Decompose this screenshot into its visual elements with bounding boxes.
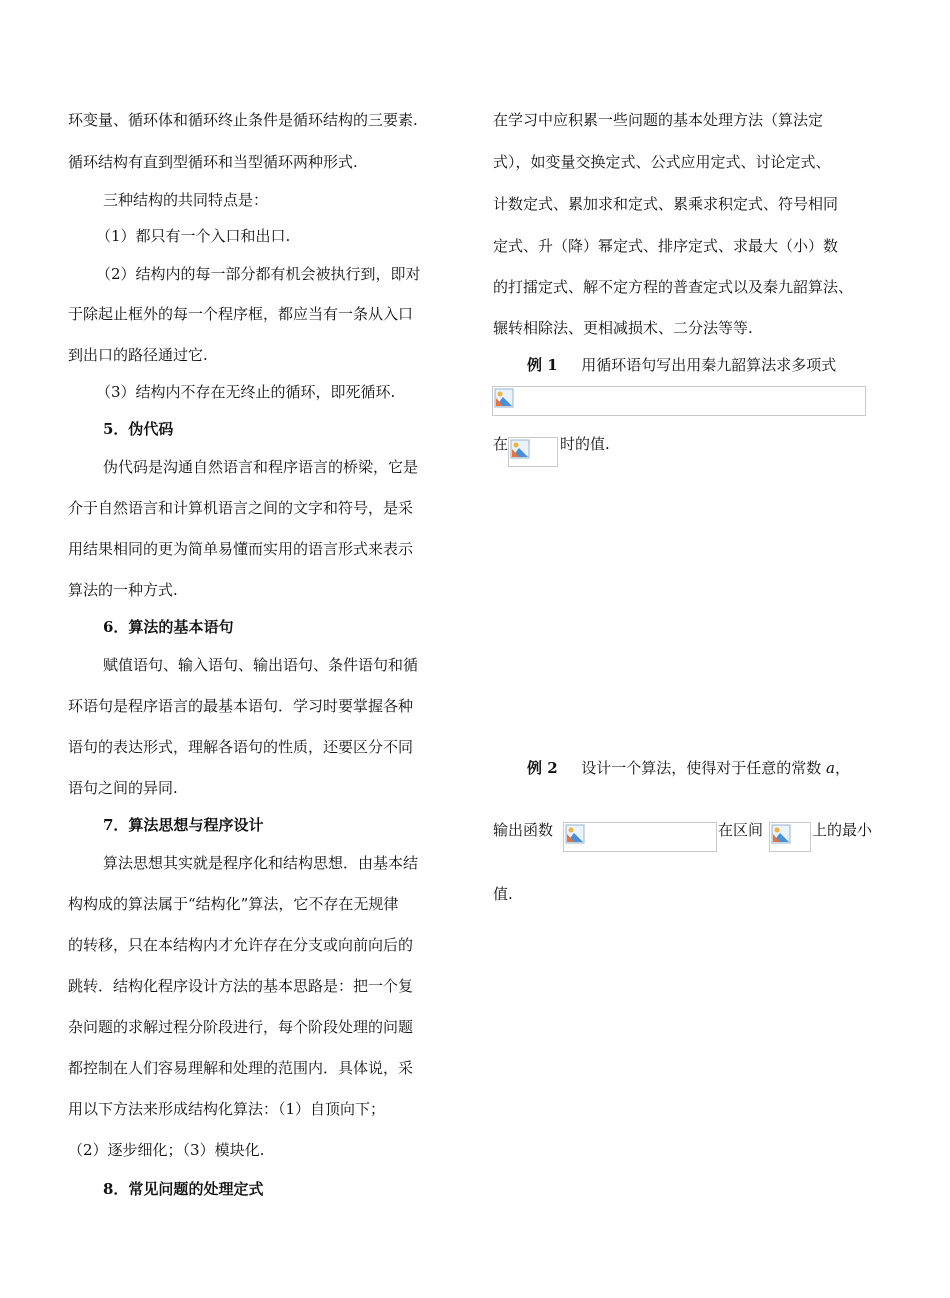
example-2-line2-mid: 在区间: [718, 821, 764, 839]
formula-image-function: [563, 822, 717, 852]
text-line: 的转移，只在本结构内才允许存在分支或向前向后的: [68, 936, 414, 954]
broken-image-icon: [565, 824, 585, 844]
text-line: 伪代码是沟通自然语言和程序语言的桥梁，它是: [103, 458, 419, 476]
text-line: 定式、升（降）幂定式、排序定式、求最大（小）数: [493, 237, 839, 255]
text-line: （2）逐步细化；（3）模块化.: [68, 1141, 265, 1159]
text-line: 构构成的算法属于“结构化”算法，它不存在无规律: [68, 895, 399, 913]
punctuation: ，: [834, 759, 850, 777]
text-line: 介于自然语言和计算机语言之间的文字和符号，是采: [68, 499, 414, 517]
example-label: 例 2: [527, 759, 558, 777]
example-1: [527, 355, 836, 375]
text-line: 环变量、循环体和循环终止条件是循环结构的三要素.: [68, 111, 418, 129]
example-1-line2-end: 时的值.: [560, 435, 610, 453]
formula-image-polynomial: [492, 386, 866, 416]
text-line: 算法的一种方式.: [68, 581, 178, 599]
example-text: 用循环语句写出用秦九韶算法求多项式: [581, 356, 837, 374]
text-line: 辗转相除法、更相减损术、二分法等等.: [493, 319, 753, 337]
example-label: 例 1: [527, 356, 558, 374]
text-line: 杂问题的求解过程分阶段进行，每个阶段处理的问题: [68, 1018, 414, 1036]
text-line: 语句的表达形式，理解各语句的性质，还要区分不同: [68, 738, 414, 756]
section-heading: 8．常见问题的处理定式: [103, 1180, 264, 1198]
text-line: （3）结构内不存在无终止的循环，即死循环.: [96, 383, 396, 401]
text-line: 语句之间的异同.: [68, 779, 178, 797]
broken-image-icon: [771, 824, 791, 844]
section-heading: 7．算法思想与程序设计: [103, 816, 264, 834]
text-line: （2）结构内的每一部分都有机会被执行到，即对: [96, 265, 421, 283]
text-line: 用结果相同的更为简单易懂而实用的语言形式来表示: [68, 540, 414, 558]
text-line: 到出口的路径通过它.: [68, 346, 208, 364]
text-line: 算法思想其实就是程序化和结构思想．由基本结: [103, 854, 419, 872]
example-2: [527, 758, 850, 778]
text-line: 都控制在人们容易理解和处理的范围内．具体说，采: [68, 1059, 414, 1077]
section-heading: 5．伪代码: [103, 420, 174, 438]
text-line: 计数定式、累加求和定式、累乘求积定式、符号相同: [493, 195, 839, 213]
example-2-line2-start: 输出函数: [493, 821, 554, 839]
text-line: 在学习中应积累一些问题的基本处理方法（算法定: [493, 111, 824, 129]
example-1-line2: 在: [493, 435, 509, 453]
text-line: 环语句是程序语言的最基本语句．学习时要掌握各种: [68, 697, 414, 715]
text-line: （1）都只有一个入口和出口.: [96, 227, 291, 245]
broken-image-icon: [494, 388, 514, 408]
variable-a: a: [826, 759, 835, 777]
text-line: 式），如变量交换定式、公式应用定式、讨论定式、: [493, 153, 831, 171]
section-heading: 6．算法的基本语句: [103, 618, 234, 636]
text-line: 三种结构的共同特点是：: [103, 191, 269, 209]
text-line: 跳转．结构化程序设计方法的基本思路是：把一个复: [68, 977, 414, 995]
broken-image-icon: [510, 439, 530, 459]
text-line: 用以下方法来形成结构化算法：（1）自顶向下；: [68, 1100, 386, 1118]
example-2-line2-end: 上的最小: [812, 821, 873, 839]
text-line: 于除起止框外的每一个程序框，都应当有一条从入口: [68, 305, 414, 323]
example-text: 设计一个算法，使得对于任意的常数: [581, 759, 827, 777]
text-line: 的打擂定式、解不定方程的普查定式以及秦九韶算法、: [493, 278, 854, 296]
formula-image-x-value: [508, 437, 558, 467]
text-line: 循环结构有直到型循环和当型循环两种形式.: [68, 153, 358, 171]
formula-image-interval: [769, 822, 811, 852]
text-line: 赋值语句、输入语句、输出语句、条件语句和循: [103, 656, 419, 674]
example-2-line3: 值.: [493, 885, 513, 903]
